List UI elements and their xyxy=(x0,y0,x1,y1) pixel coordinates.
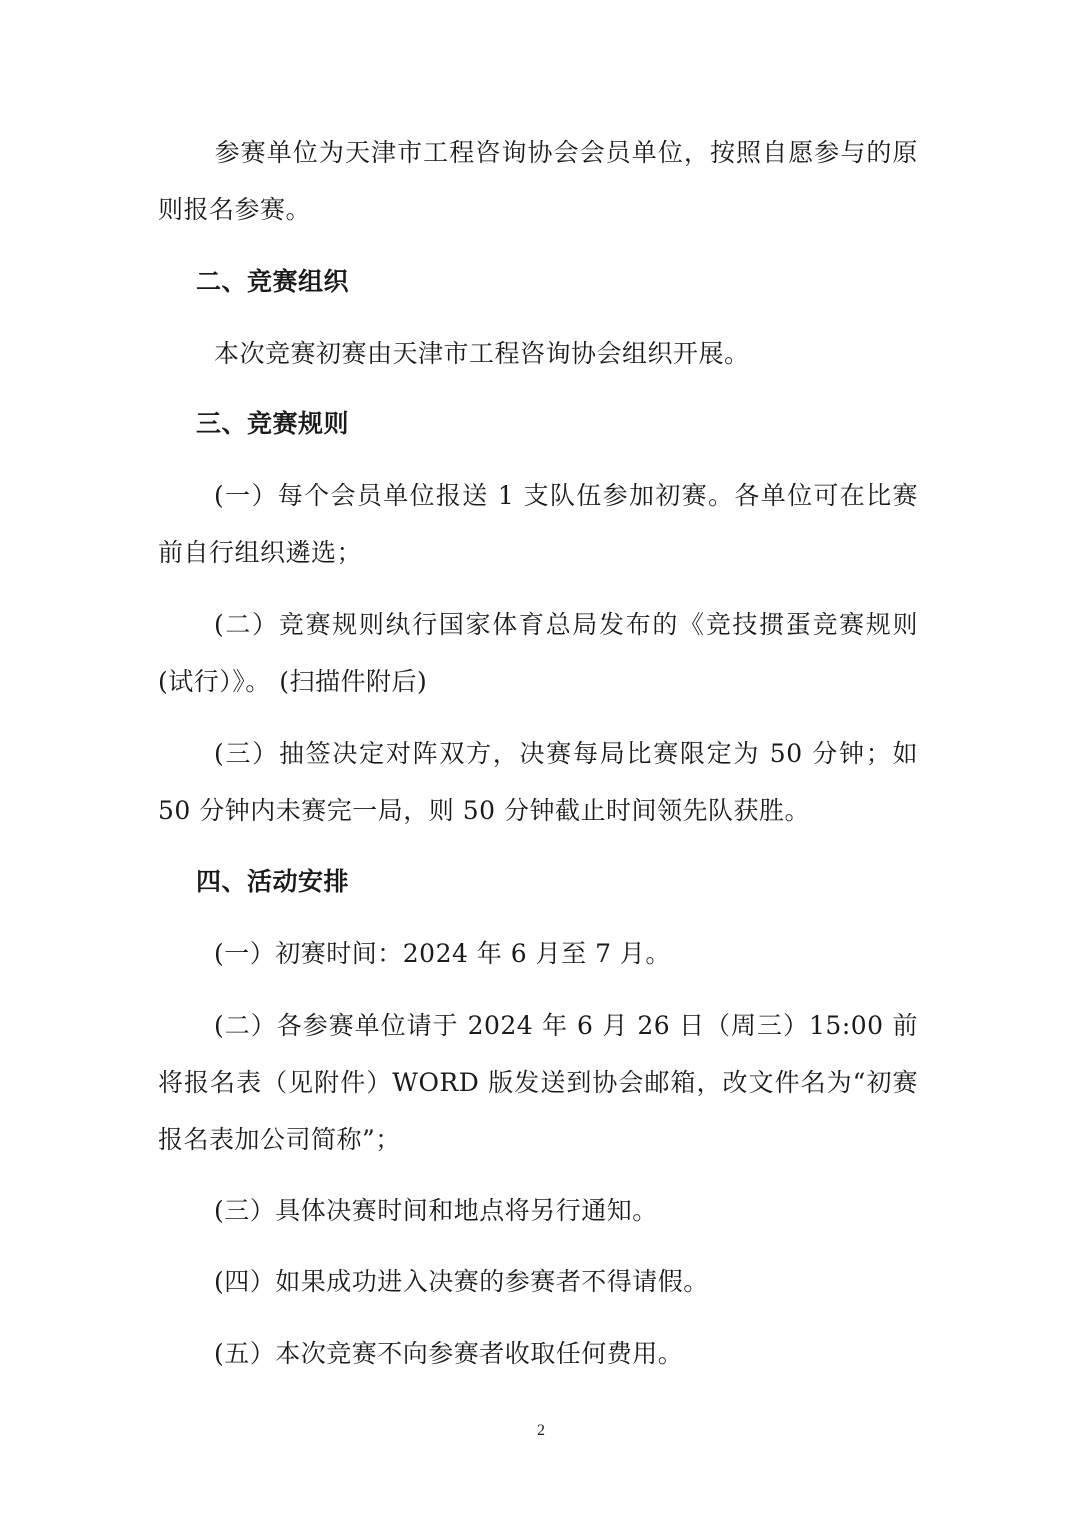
paragraph-activity-1-text: (一）初赛时间：2024 年 6 月至 7 月。 xyxy=(214,939,671,968)
paragraph-activity-2 xyxy=(158,997,918,1168)
paragraph-activity-2-text: (二）各参赛单位请于 2024 年 6 月 26 日（周三）15:00 前将报名表（见附件）WORD 版发送到协会邮箱，改文件名为“初赛报名表加公司简称”； xyxy=(158,1011,918,1154)
heading-activity-arrangement: 四、活动安排 xyxy=(196,867,350,896)
paragraph-organization xyxy=(158,325,918,382)
page-number: 2 xyxy=(537,1422,545,1439)
paragraph-participants xyxy=(158,124,918,238)
paragraph-activity-4-text: (四）如果成功进入决赛的参赛者不得请假。 xyxy=(214,1267,709,1296)
paragraph-activity-5-text: (五）本次竞赛不向参赛者收取任何费用。 xyxy=(214,1339,684,1368)
paragraph-activity-3-text: (三）具体决赛时间和地点将另行通知。 xyxy=(214,1196,658,1225)
paragraph-rule-3 xyxy=(158,725,918,839)
paragraph-rule-3-text: (三）抽签决定对阵双方，决赛每局比赛限定为 50 分钟；如 50 分钟内未赛完一局，则 50 分钟截止时间领先队获胜。 xyxy=(158,739,918,825)
paragraph-participants-text: 参赛单位为天津市工程咨询协会会员单位，按照自愿参与的原则报名参赛。 xyxy=(158,138,918,224)
paragraph-activity-3 xyxy=(158,1182,918,1239)
heading-competition-organization: 二、竞赛组织 xyxy=(196,267,350,296)
paragraph-activity-4 xyxy=(158,1253,918,1310)
paragraph-rule-1-text: (一）每个会员单位报送 1 支队伍参加初赛。各单位可在比赛前自行组织遴选； xyxy=(158,481,918,567)
paragraph-rule-2-text: (二）竞赛规则纨行国家体育总局发布的《竞技掼蛋竞赛规则 (试行）》。 (扫描件附后) xyxy=(158,610,918,696)
paragraph-organization-text: 本次竞赛初赛由天津市工程咨询协会组织开展。 xyxy=(214,339,750,368)
paragraph-rule-1 xyxy=(158,467,918,581)
heading-competition-rules: 三、竞赛规则 xyxy=(196,409,350,438)
paragraph-activity-5 xyxy=(158,1325,918,1382)
paragraph-activity-1 xyxy=(158,925,918,982)
paragraph-rule-2 xyxy=(158,596,918,710)
